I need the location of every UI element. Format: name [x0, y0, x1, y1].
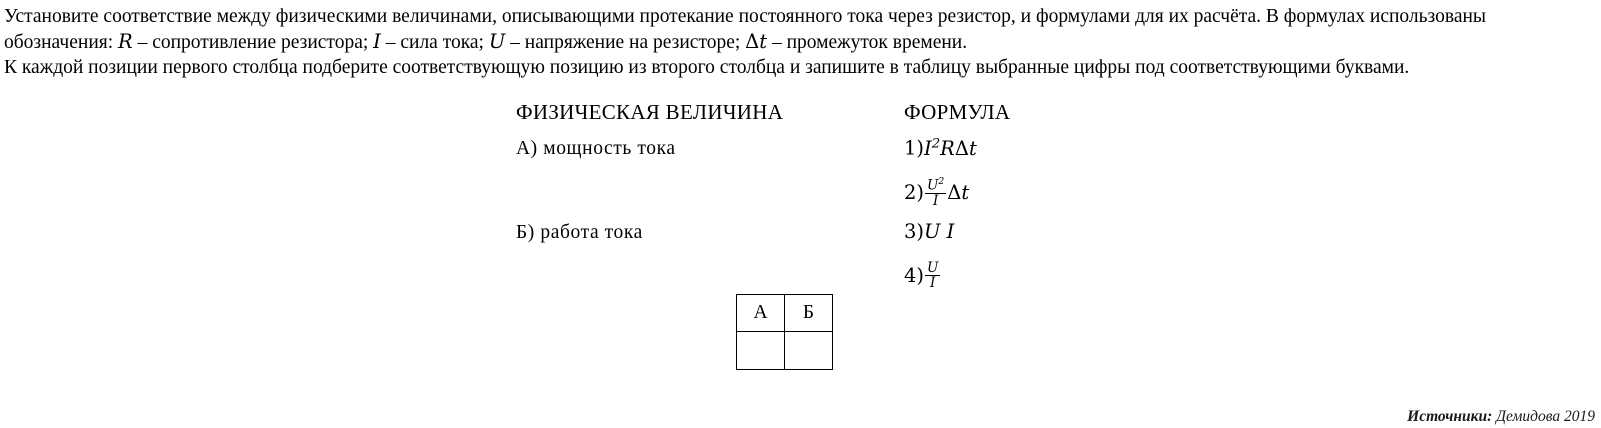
symbol-t: t	[759, 30, 768, 53]
source-label: Источники:	[1407, 408, 1493, 425]
quantity-item-b: Б) работа тока	[516, 222, 643, 243]
matching-rows	[516, 138, 1216, 298]
symbol-R: R	[118, 30, 133, 53]
formula-item-3	[904, 220, 954, 243]
formula-number-3: 3)	[904, 220, 925, 243]
symbol-I: I	[373, 30, 381, 53]
formula-expression-2-tail: Δt	[947, 180, 970, 204]
matching-columns	[516, 100, 1216, 298]
definition-I: – сила тока;	[380, 32, 489, 53]
definition-R: – сопротивление резистора;	[132, 32, 374, 53]
formula-number-1: 1)	[904, 136, 925, 160]
answer-table	[736, 294, 833, 370]
formula-expression-1: $I^2R\Delta t$	[924, 136, 977, 160]
task-statement	[4, 4, 1594, 80]
formula-number-4: 4)	[904, 264, 925, 288]
formula-number-2: 2)	[904, 180, 925, 204]
formula-item-4	[904, 262, 941, 291]
task-paragraph-1	[4, 4, 1594, 55]
column-headers	[516, 100, 1216, 130]
answer-cell-b[interactable]	[785, 332, 833, 370]
task-text-part-1: Установите соответствие между физическими величинами, описывающими протекание постоянного тока через резистор, и формулами для их расчёта. В формулах использованы обозначения:	[4, 6, 1487, 53]
column-header-quantity: ФИЗИЧЕСКАЯ ВЕЛИЧИНА	[516, 100, 784, 124]
formula-fraction-2: $\frac{U^2}{I}$	[927, 176, 945, 209]
formula-expression-3: U I	[924, 220, 955, 243]
source-credit	[1407, 408, 1595, 426]
definition-U: – напряжение на резисторе;	[505, 32, 746, 53]
answer-header-b: Б	[785, 295, 833, 332]
answer-cell-a[interactable]	[737, 332, 785, 370]
task-paragraph-2: К каждой позиции первого столбца подберите соответствующую позицию из второго столбца и запишите в таблицу выбранные цифры под соответствующими буквами.	[4, 57, 1410, 78]
answer-table-input-row	[737, 332, 833, 370]
formula-item-1	[904, 136, 977, 160]
definition-delta-t: – промежуток времени.	[767, 32, 968, 53]
source-value: Демидова 2019	[1492, 408, 1595, 425]
answer-header-a: А	[737, 295, 785, 332]
symbol-U: U	[488, 30, 506, 53]
formula-fraction-4: $\frac{U}{I}$	[927, 260, 939, 292]
formula-item-2	[904, 178, 969, 209]
answer-table-header-row	[737, 295, 833, 332]
quantity-item-a: А) мощность тока	[516, 138, 676, 159]
column-header-formula: ФОРМУЛА	[904, 100, 1011, 124]
symbol-delta: Δ	[745, 30, 760, 53]
